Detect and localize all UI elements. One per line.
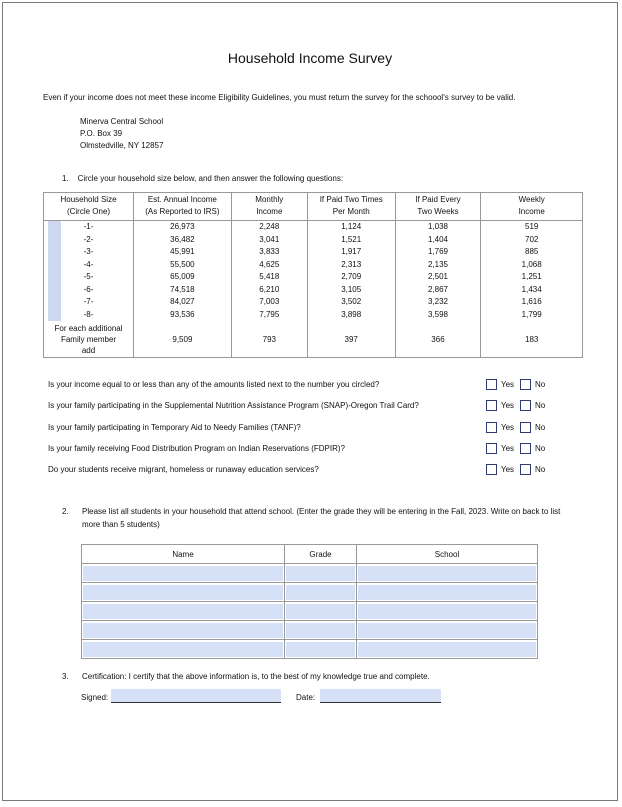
table-cell: 793 xyxy=(231,321,307,358)
table-cell: 1,769 xyxy=(395,246,481,259)
table-cell: 1,124 xyxy=(307,221,395,234)
table-cell: 2,313 xyxy=(307,259,395,272)
table-cell: 885 xyxy=(481,246,583,259)
no-label: No xyxy=(535,401,546,410)
no-checkbox[interactable] xyxy=(520,379,531,390)
table-row xyxy=(44,271,583,284)
household-size-option[interactable] xyxy=(44,221,134,234)
column-header-school: School xyxy=(357,545,538,564)
eligibility-question xyxy=(48,378,588,392)
table-cell: 3,041 xyxy=(231,234,307,247)
question-text: Do your students receive migrant, homeless or runaway education services? xyxy=(48,465,319,474)
eligibility-question xyxy=(48,399,588,413)
household-size-option[interactable] xyxy=(44,259,134,272)
signature-field[interactable] xyxy=(111,689,281,703)
table-cell: 702 xyxy=(481,234,583,247)
table-cell: 3,502 xyxy=(307,296,395,309)
table-cell xyxy=(357,583,538,602)
question-text: Circle your household size below, and then answer the following questions: xyxy=(77,174,344,183)
yes-checkbox[interactable] xyxy=(486,400,497,411)
household-size-option[interactable] xyxy=(44,234,134,247)
table-cell: 7,795 xyxy=(231,309,307,322)
column-header xyxy=(134,193,232,221)
column-header-line: Per Month xyxy=(332,207,370,216)
question-text: Certification: I certify that the above information is, to the best of my knowledge true and complete. xyxy=(82,672,430,681)
table-cell xyxy=(82,602,285,621)
table-cell: 366 xyxy=(395,321,481,358)
column-header-line: (As Reported to IRS) xyxy=(145,207,220,216)
school-address xyxy=(80,116,163,152)
household-size-option[interactable] xyxy=(44,309,134,322)
table-cell xyxy=(82,564,285,583)
yes-checkbox[interactable] xyxy=(486,464,497,475)
table-cell: 36,482 xyxy=(134,234,232,247)
no-label: No xyxy=(535,380,546,389)
household-size-option[interactable] xyxy=(44,271,134,284)
yes-label: Yes xyxy=(501,444,515,453)
table-cell: 1,038 xyxy=(395,221,481,234)
student-school-field[interactable] xyxy=(358,604,536,619)
table-cell: 397 xyxy=(307,321,395,358)
table-cell xyxy=(82,583,285,602)
table-cell: 3,105 xyxy=(307,284,395,297)
household-size-label: -6- xyxy=(83,284,94,294)
student-school-field[interactable] xyxy=(358,623,536,638)
question-number: 1. xyxy=(62,174,69,183)
column-header-line: Income xyxy=(518,207,545,216)
column-header-line: Weekly xyxy=(518,195,545,204)
table-cell xyxy=(285,640,357,659)
circle-field-highlight[interactable] xyxy=(48,221,61,234)
household-size-option[interactable] xyxy=(44,246,134,259)
column-header-line: If Paid Every xyxy=(415,195,461,204)
table-cell: 65,009 xyxy=(134,271,232,284)
question-text: Is your income equal to or less than any of the amounts listed next to the number you circled? xyxy=(48,380,380,389)
circle-field-highlight[interactable] xyxy=(48,271,61,284)
student-row xyxy=(82,583,538,602)
signed-label: Signed: xyxy=(81,693,109,702)
question-text: Is your family participating in the Supplemental Nutrition Assistance Program (SNAP)-Oregon Trail Card? xyxy=(48,401,419,410)
table-cell xyxy=(357,602,538,621)
table-cell: 93,536 xyxy=(134,309,232,322)
question-text: Is your family participating in Temporary Aid to Needy Families (TANF)? xyxy=(48,423,301,432)
household-size-label: -8- xyxy=(83,309,94,319)
column-header-line: Monthly xyxy=(255,195,284,204)
students-table xyxy=(81,544,538,659)
address-line: Olmstedville, NY 12857 xyxy=(80,141,164,150)
household-size-option[interactable] xyxy=(44,296,134,309)
table-cell: 3,833 xyxy=(231,246,307,259)
no-checkbox[interactable] xyxy=(520,443,531,454)
student-grade-field[interactable] xyxy=(286,642,355,657)
table-row xyxy=(44,246,583,259)
table-cell: 9,509 xyxy=(134,321,232,358)
address-line: P.O. Box 39 xyxy=(80,129,123,138)
question-text: Is your family receiving Food Distribution Program on Indian Reservations (FDPIR)? xyxy=(48,444,346,453)
student-grade-field[interactable] xyxy=(286,623,355,638)
table-cell: 2,501 xyxy=(395,271,481,284)
table-cell xyxy=(357,564,538,583)
column-header-grade: Grade xyxy=(285,545,357,564)
student-name-field[interactable] xyxy=(83,585,283,600)
no-checkbox[interactable] xyxy=(520,422,531,433)
no-checkbox[interactable] xyxy=(520,400,531,411)
table-row xyxy=(44,234,583,247)
no-label: No xyxy=(535,423,546,432)
question-text: Please list all students in your household that attend school. (Enter the grade they will be entering in the Fall, 2023. Write on back to list more than 5 students) xyxy=(82,507,561,529)
table-cell: 6,210 xyxy=(231,284,307,297)
yes-label: Yes xyxy=(501,380,515,389)
column-header-line: Income xyxy=(256,207,283,216)
yes-label: Yes xyxy=(501,465,515,474)
household-size-label: -2- xyxy=(83,234,94,244)
table-cell xyxy=(285,602,357,621)
column-header-line: Two Weeks xyxy=(417,207,459,216)
eligibility-question xyxy=(48,421,588,435)
table-cell: 2,135 xyxy=(395,259,481,272)
column-header xyxy=(481,193,583,221)
no-label: No xyxy=(535,465,546,474)
student-row xyxy=(82,640,538,659)
household-size-label: -3- xyxy=(83,247,94,257)
student-row xyxy=(82,564,538,583)
student-grade-field[interactable] xyxy=(286,604,355,619)
student-grade-field[interactable] xyxy=(286,566,355,581)
yes-label: Yes xyxy=(501,401,515,410)
column-header xyxy=(231,193,307,221)
circle-field-highlight[interactable] xyxy=(48,309,61,322)
question-number: 3. xyxy=(62,672,69,681)
no-checkbox[interactable] xyxy=(520,464,531,475)
household-size-label: -5- xyxy=(83,272,94,282)
table-cell: 519 xyxy=(481,221,583,234)
column-header-line: Household Size xyxy=(60,195,117,204)
student-name-field[interactable] xyxy=(83,642,283,657)
question-1 xyxy=(62,174,343,183)
household-size-label: -4- xyxy=(83,259,94,269)
signature-row xyxy=(81,689,461,703)
household-size-option[interactable] xyxy=(44,284,134,297)
table-cell: 1,404 xyxy=(395,234,481,247)
table-cell: 1,521 xyxy=(307,234,395,247)
no-label: No xyxy=(535,444,546,453)
student-school-field[interactable] xyxy=(358,642,536,657)
student-name-field[interactable] xyxy=(83,604,283,619)
circle-field-highlight[interactable] xyxy=(48,284,61,297)
income-guidelines-table xyxy=(43,192,583,358)
label-line: Family member xyxy=(60,334,117,344)
eligibility-question xyxy=(48,442,588,456)
yes-checkbox[interactable] xyxy=(486,422,497,433)
table-cell: 3,598 xyxy=(395,309,481,322)
yes-label: Yes xyxy=(501,423,515,432)
table-cell: 1,917 xyxy=(307,246,395,259)
column-header-line: (Circle One) xyxy=(66,207,111,216)
student-name-field[interactable] xyxy=(83,566,283,581)
column-header xyxy=(44,193,134,221)
circle-field-highlight[interactable] xyxy=(48,246,61,259)
page-title: Household Income Survey xyxy=(227,50,393,66)
table-cell xyxy=(357,621,538,640)
table-cell: 3,898 xyxy=(307,309,395,322)
table-cell: 2,709 xyxy=(307,271,395,284)
household-size-label: -1- xyxy=(83,222,94,232)
column-header xyxy=(307,193,395,221)
table-cell: 55,500 xyxy=(134,259,232,272)
table-cell: 1,251 xyxy=(481,271,583,284)
yes-checkbox[interactable] xyxy=(486,443,497,454)
label-line: add xyxy=(81,345,96,355)
table-cell: 5,418 xyxy=(231,271,307,284)
intro-text: Even if your income does not meet these income Eligibility Guidelines, you must return the survey for the schoool's survey to be valid. xyxy=(43,93,516,102)
date-field[interactable] xyxy=(320,689,441,703)
table-row xyxy=(44,259,583,272)
circle-field-highlight[interactable] xyxy=(48,296,61,309)
table-cell xyxy=(357,640,538,659)
table-row xyxy=(44,309,583,322)
table-cell: 1,434 xyxy=(481,284,583,297)
table-cell xyxy=(285,583,357,602)
yes-checkbox[interactable] xyxy=(486,379,497,390)
question-number: 2. xyxy=(62,507,69,516)
table-cell: 26,973 xyxy=(134,221,232,234)
additional-member-row xyxy=(44,321,583,358)
table-cell: 2,248 xyxy=(231,221,307,234)
student-row xyxy=(82,602,538,621)
student-school-field[interactable] xyxy=(358,566,536,581)
table-cell: 74,518 xyxy=(134,284,232,297)
table-cell: 1,799 xyxy=(481,309,583,322)
circle-field-highlight[interactable] xyxy=(48,259,61,272)
student-name-field[interactable] xyxy=(83,623,283,638)
table-cell xyxy=(285,621,357,640)
table-cell xyxy=(285,564,357,583)
table-cell xyxy=(82,621,285,640)
table-cell: 2,867 xyxy=(395,284,481,297)
household-size-label: -7- xyxy=(83,297,94,307)
table-row xyxy=(44,221,583,234)
table-row xyxy=(44,296,583,309)
date-label: Date: xyxy=(296,693,316,702)
table-cell xyxy=(82,640,285,659)
table-cell: 1,068 xyxy=(481,259,583,272)
table-cell: 3,232 xyxy=(395,296,481,309)
table-cell: 4,625 xyxy=(231,259,307,272)
address-line: Minerva Central School xyxy=(80,117,164,126)
additional-member-label xyxy=(44,321,134,358)
student-grade-field[interactable] xyxy=(286,585,355,600)
table-cell: 84,027 xyxy=(134,296,232,309)
student-school-field[interactable] xyxy=(358,585,536,600)
form-page xyxy=(2,2,618,801)
student-row xyxy=(82,621,538,640)
table-row xyxy=(44,284,583,297)
table-cell: 45,991 xyxy=(134,246,232,259)
table-cell: 7,003 xyxy=(231,296,307,309)
eligibility-question xyxy=(48,463,588,477)
label-line: For each additional xyxy=(54,323,123,333)
column-header-line: Est. Annual Income xyxy=(147,195,217,204)
table-cell: 1,616 xyxy=(481,296,583,309)
table-cell: 183 xyxy=(481,321,583,358)
column-header-name: Name xyxy=(82,545,285,564)
column-header-line: If Paid Two Times xyxy=(319,195,383,204)
column-header xyxy=(395,193,481,221)
circle-field-highlight[interactable] xyxy=(48,234,61,247)
